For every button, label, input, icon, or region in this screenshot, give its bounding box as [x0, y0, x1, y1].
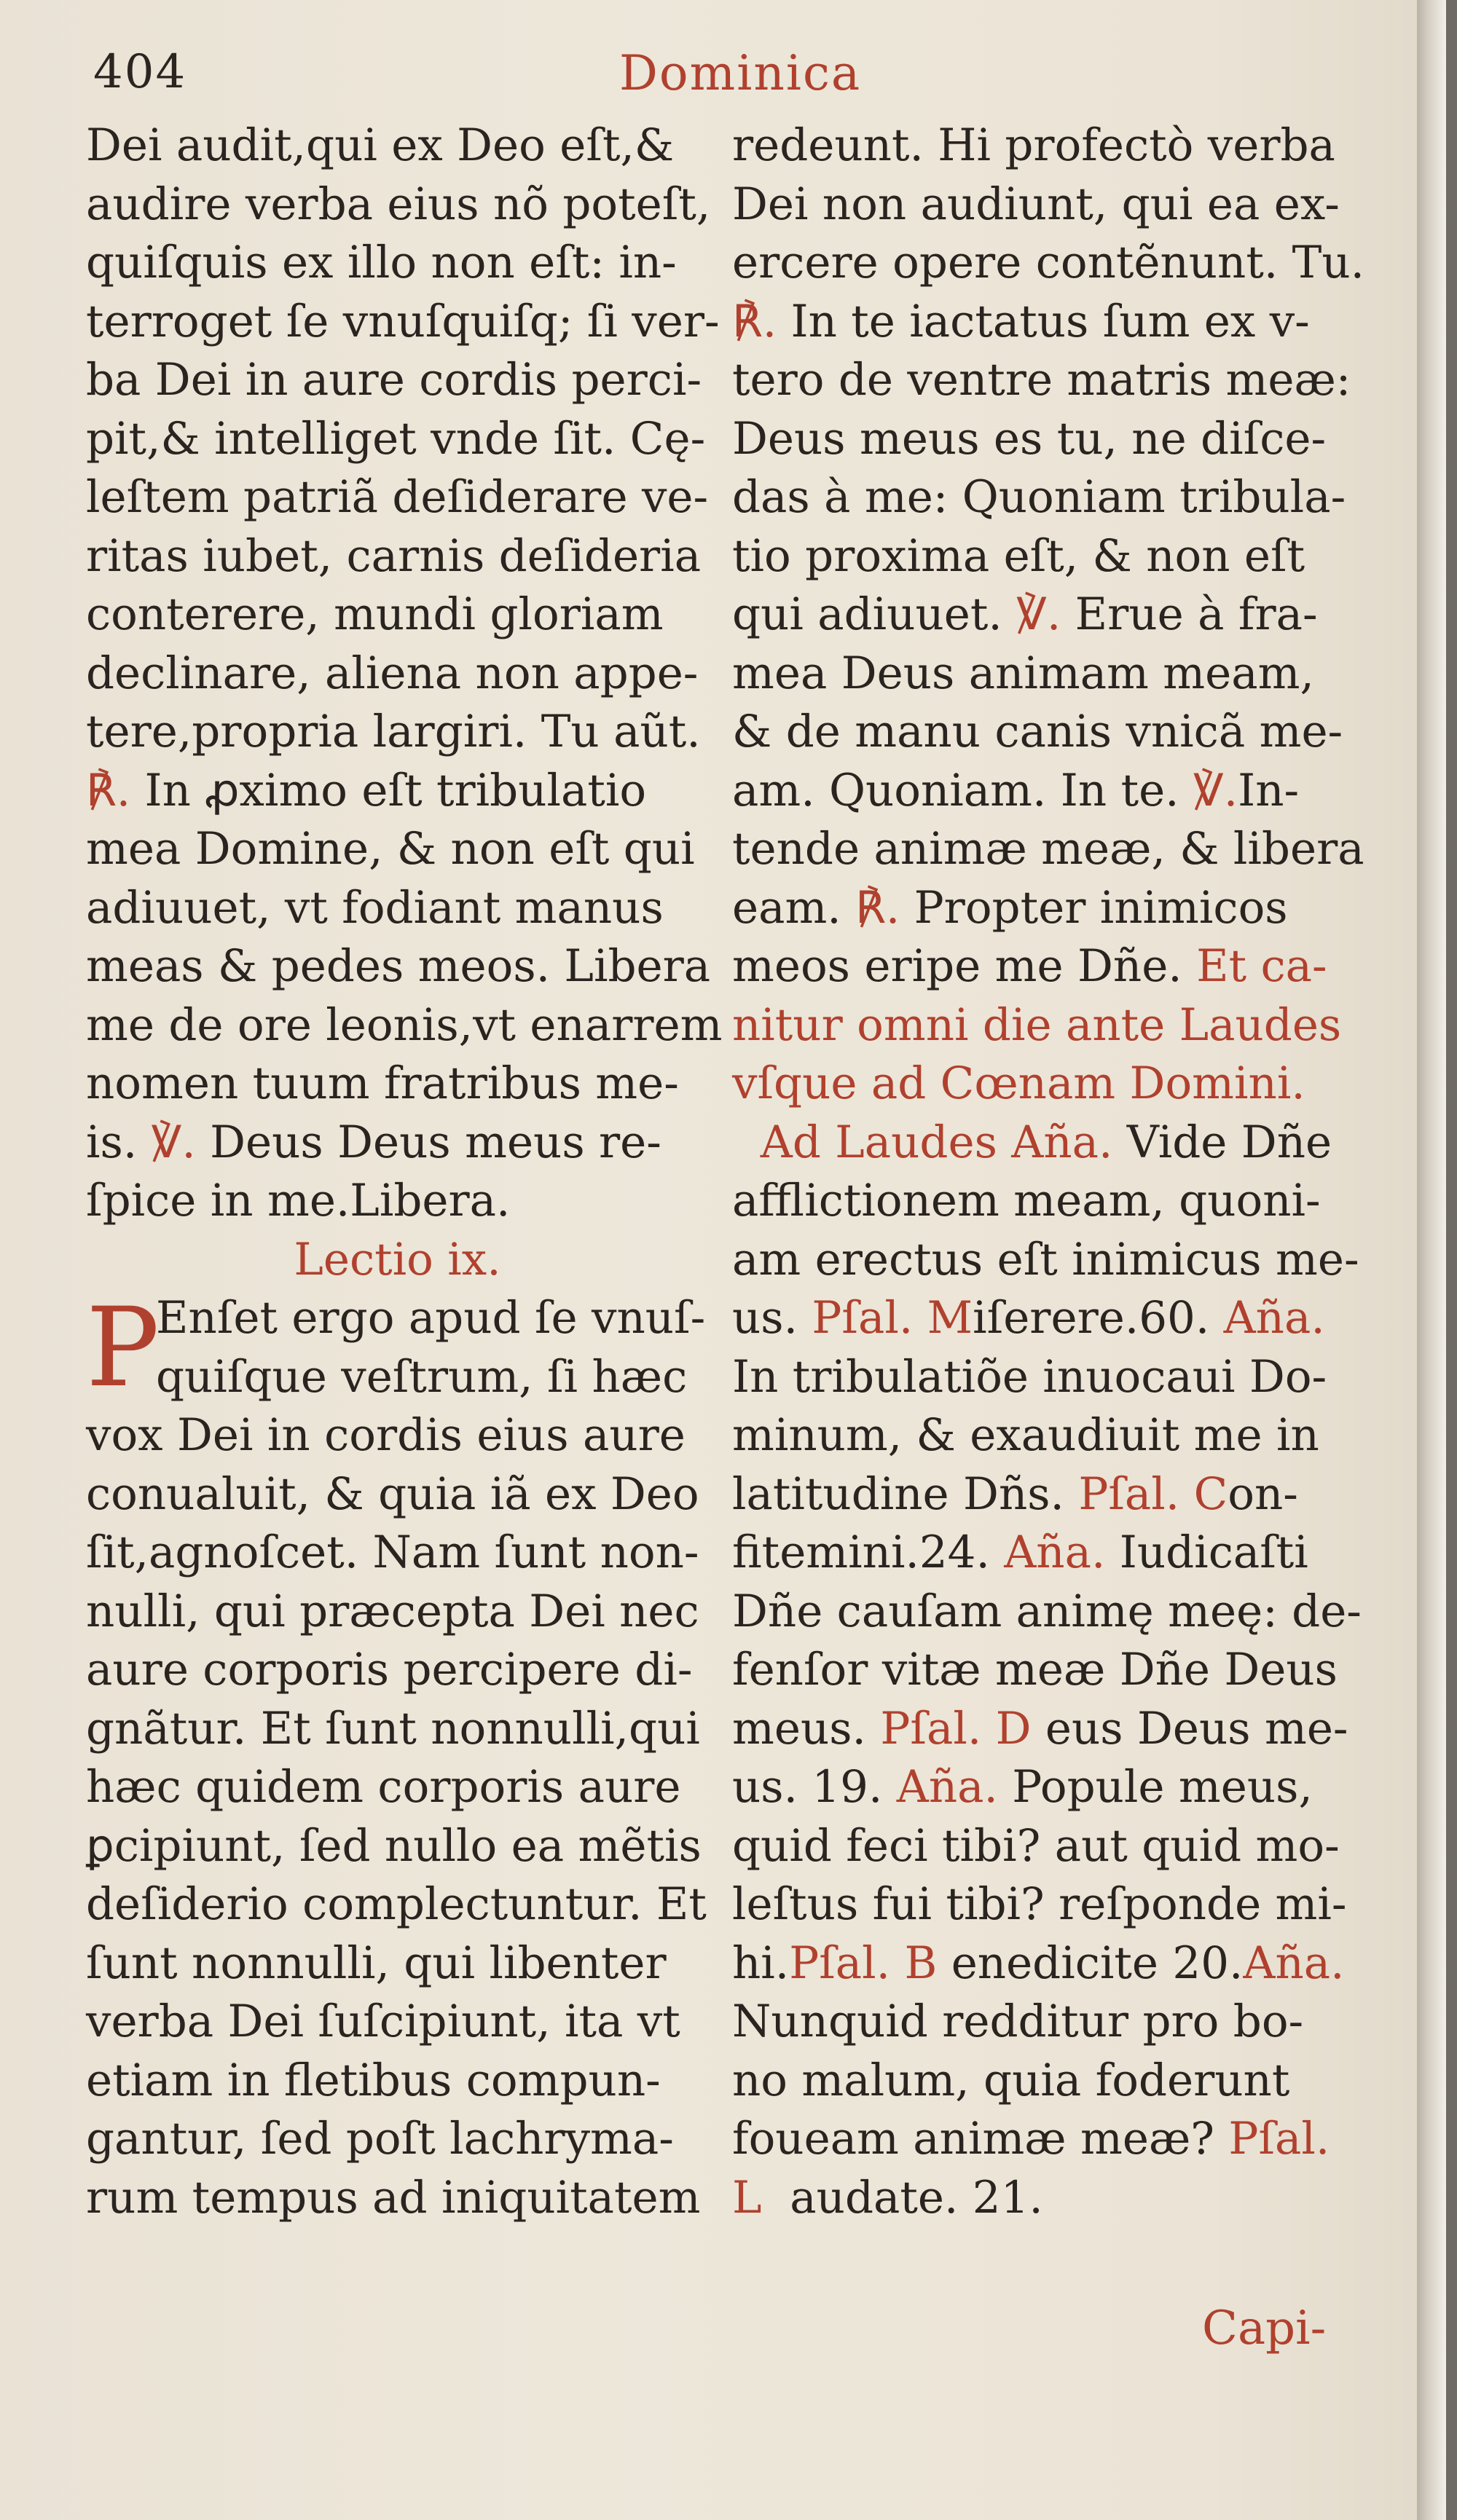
- text-line: am erectus eſt inimicus me-: [732, 1233, 1359, 1285]
- line-text: Iudicaſti: [1119, 1527, 1308, 1578]
- line-text: meus.: [732, 1702, 866, 1755]
- line-text: latitudine Dñs.: [732, 1468, 1064, 1520]
- antiphon-mark: Aña.: [896, 1761, 998, 1813]
- text-line: me de ore leonis,vt enarrem: [86, 999, 723, 1051]
- line-text: Vide Dñe: [1126, 1116, 1332, 1168]
- text-line: & de manu canis vnicã me-: [732, 706, 1343, 757]
- running-title: Dominica: [619, 45, 862, 101]
- line-text: Propter inimicos: [914, 881, 1288, 934]
- text-line: deſiderio complectuntur. Et: [86, 1878, 707, 1930]
- text-line: ſunt nonnulli, qui libenter: [86, 1937, 667, 1989]
- text-line: aure corporis percipere di-: [86, 1644, 693, 1696]
- text-line: meas & pedes meos. Libera: [86, 940, 711, 992]
- text-line: declinare, aliena non appe-: [86, 647, 699, 699]
- text-line: [732, 1465, 1344, 1524]
- text-line: [86, 762, 709, 821]
- text-line: terroget ſe vnuſquiſq; ſi ver-: [86, 295, 720, 347]
- line-text: In te iactatus ſum ex v-: [790, 295, 1310, 347]
- text-line: pit,& intelliget vnde ſit. Cę-: [86, 412, 706, 465]
- text-line: vox Dei in cordis eius aure: [86, 1409, 686, 1461]
- left-column: [86, 117, 723, 2227]
- text-line: ſit,agnoſcet. Nam ſunt non-: [86, 1527, 699, 1578]
- text-line: fenſor vitæ meæ Dñe Deus: [732, 1644, 1338, 1696]
- rubric-line: vſque ad Cœnam Domini.: [732, 1058, 1305, 1109]
- book-binding-edge: [1446, 0, 1457, 2520]
- text-line: tero de ventre matris meæ:: [732, 354, 1351, 406]
- line-text: Popule meus,: [1012, 1761, 1313, 1813]
- text-line: leſtem patriã deſiderare ve-: [86, 471, 709, 523]
- text-line: conterere, mundi gloriam: [86, 588, 664, 640]
- text-line: redeunt. Hi profectò verba: [732, 119, 1335, 171]
- ad-laudes-rubric: Ad Laudes Añа.: [760, 1116, 1113, 1168]
- line-text: is.: [86, 1116, 138, 1168]
- text-line: [732, 937, 1344, 996]
- text-line: In tribulatiõe inuocaui Do-: [732, 1350, 1327, 1403]
- text-line: minum, & exaudiuit me in: [732, 1409, 1319, 1461]
- rubric-text: Et ca-: [1196, 940, 1327, 992]
- page-edge: [1417, 0, 1446, 2520]
- text-line: ercere opere contẽnunt. Tu.: [732, 237, 1364, 288]
- versicle-mark: ℣.: [151, 1116, 196, 1168]
- text-line: hæc quidem corporis aure: [86, 1761, 681, 1813]
- right-column: [732, 117, 1364, 2227]
- text-line: no malum, quia foderunt: [732, 2054, 1290, 2106]
- text-line: [732, 293, 1344, 352]
- text-line: afflictionem meam, quoni-: [732, 1175, 1321, 1226]
- text-line: Nunquid redditur pro bo-: [732, 1996, 1304, 2047]
- text-line: [732, 1758, 1344, 1817]
- responsory-mark: ℟.: [855, 881, 900, 934]
- line-text: eus Deus me-: [1045, 1702, 1348, 1755]
- psalm-reference: Pſal. B: [789, 1937, 938, 1989]
- line-text: audate. 21.: [790, 2171, 1043, 2224]
- line-text: In ꝓximo eſt tribulatio: [144, 764, 647, 816]
- line-text: Deus Deus meus re-: [210, 1116, 661, 1168]
- text-line: nulli, qui præcepta Dei nec: [86, 1585, 699, 1637]
- text-line: rum tempus ad iniquitatem: [86, 2171, 701, 2224]
- text-line: nomen tuum fratribus me-: [86, 1058, 679, 1109]
- line-text: us.: [732, 1292, 798, 1344]
- versicle-mark: ℣.: [1016, 588, 1061, 640]
- text-line: [732, 879, 1344, 938]
- line-text: enedicite 20.: [951, 1937, 1244, 1989]
- psalm-initial: L: [732, 2171, 762, 2224]
- line-text: In-: [1238, 764, 1300, 816]
- text-line: Dei audit,qui ex Deo eſt,&: [86, 119, 675, 171]
- text-line: gantur, ſed poſt lachryma-: [86, 2113, 674, 2165]
- text-line: Dei non audiunt, qui ea ex-: [732, 178, 1340, 230]
- text-line: [732, 1700, 1348, 1759]
- line-text: Erue à fra-: [1075, 588, 1318, 640]
- antiphon-mark: Aña.: [1223, 1292, 1325, 1344]
- line-text: qui adiuuet.: [732, 588, 1002, 640]
- text-line: [732, 586, 1344, 645]
- drop-cap: P: [86, 1285, 160, 1411]
- text-line: [732, 1524, 1344, 1583]
- text-line: leſtus fui tibi? reſponde mi-: [732, 1878, 1347, 1930]
- line-text: hi.: [732, 1937, 790, 1989]
- text-line: audire verba eius nõ poteſt,: [86, 178, 711, 230]
- text-line: verba Dei ſuſcipiunt, ita vt: [86, 1996, 680, 2047]
- text-line: quiſque veſtrum, ſi hæc: [156, 1350, 688, 1403]
- text-line: ſpice in me.Libera.: [86, 1175, 511, 1226]
- page-number: 404: [93, 45, 187, 99]
- psalm-reference: Pſal. D: [880, 1702, 1032, 1755]
- line-text: us. 19.: [732, 1761, 883, 1813]
- text-line: tere,propria largiri. Tu aũt.: [86, 706, 701, 757]
- text-line: quid feci tibi? aut quid mo-: [732, 1819, 1340, 1872]
- text-line: Enſet ergo apud ſe vnuſ-: [156, 1292, 706, 1344]
- line-text: eam.: [732, 881, 841, 934]
- line-text: iſerere.60.: [973, 1292, 1210, 1344]
- text-line: [732, 2110, 1344, 2169]
- versicle-mark: ℣.: [1193, 764, 1238, 816]
- line-text: am. Quoniam. In te.: [732, 764, 1179, 816]
- antiphon-mark: Aña.: [1004, 1527, 1106, 1578]
- text-line: etiam in fletibus compun-: [86, 2054, 661, 2106]
- line-text: on-: [1228, 1468, 1298, 1520]
- text-line: conualuit, & quia iã ex Deo: [86, 1468, 699, 1520]
- text-line: quiſquis ex illo non eſt: in-: [86, 237, 677, 288]
- psalm-reference: Pſal. C: [1078, 1468, 1228, 1520]
- responsory-mark: ℟.: [732, 295, 777, 347]
- text-line: ba Dei in aure cordis perci-: [86, 354, 702, 406]
- text-line: mea Domine, & non eſt qui: [86, 823, 695, 875]
- antiphon-mark: Aña.: [1243, 1937, 1345, 1989]
- text-line: mea Deus animam meam,: [732, 647, 1314, 699]
- rubric-line: nitur omni die ante Laudes: [732, 999, 1342, 1051]
- responsory-mark: ℟.: [86, 764, 131, 816]
- text-line: Deus meus es tu, ne diſce-: [732, 412, 1327, 465]
- text-line: [732, 1934, 1344, 1993]
- text-line: ritas iubet, carnis deſideria: [86, 529, 702, 582]
- text-line: [732, 1289, 1344, 1348]
- text-line: [732, 1114, 1344, 1173]
- text-line: gnãtur. Et ſunt nonnulli,qui: [86, 1702, 700, 1755]
- lectio-paragraph: [86, 1285, 709, 2227]
- line-text: foueam animæ meæ?: [732, 2113, 1215, 2165]
- text-line: adiuuet, vt fodiant manus: [86, 881, 664, 934]
- text-line: tio proxima eſt, & non eſt: [732, 529, 1305, 582]
- lectio-heading: Lectio ix.: [294, 1233, 501, 1285]
- text-line: tende animæ meæ, & libera: [732, 823, 1364, 875]
- psalm-reference: Pſal.: [1228, 2113, 1330, 2165]
- text-line: das à me: Quoniam tribula-: [732, 471, 1346, 523]
- text-line: [732, 762, 1344, 821]
- text-line: [86, 1114, 709, 1173]
- line-text: fitemini.24.: [732, 1527, 990, 1578]
- catchword: Capi-: [1202, 2302, 1327, 2355]
- text-line: Dñe cauſam animę meę: de-: [732, 1585, 1362, 1637]
- psalm-reference: Pſal. M: [812, 1292, 973, 1344]
- line-text: meos eripe me Dñe.: [732, 940, 1182, 992]
- text-line: ꝑcipiunt, ſed nullo ea mẽtis: [86, 1819, 702, 1872]
- text-line: [732, 2169, 1344, 2228]
